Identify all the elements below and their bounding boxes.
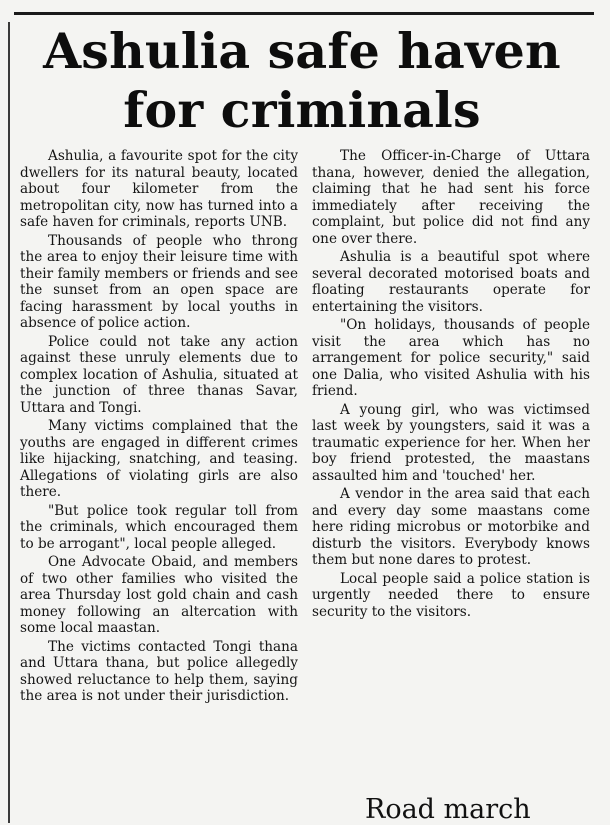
article-paragraph: Local people said a police station is urgently needed there to ensure security to the visitors. — [312, 570, 590, 620]
next-article-headline: Road march — [365, 794, 531, 825]
headline-line-2: for criminals — [123, 81, 481, 139]
article-paragraph: Many victims complained that the youths are engaged in different crimes like hijacking, snatching, and teasing. Allegations of violating girls are also there. — [20, 418, 298, 500]
article-paragraph: The Officer-in-Charge of Uttara thana, however, denied the allegation, claiming that he had sent his force immediately after receiving the complaint, but police did not find any one over there. — [312, 148, 590, 247]
article-paragraph: Thousands of people who throng the area to enjoy their leisure time with their family members or friends and see the sunset from an open space are facing harassment by local youths in absence of police action. — [20, 232, 298, 331]
article-paragraph: Police could not take any action against these unruly elements due to complex location of Ashulia, situated at the junction of three thanas Savar, Uttara and Tongi. — [20, 333, 298, 416]
article-column-2 — [312, 148, 590, 620]
article-paragraph: A vendor in the area said that each and every day some maastans come here riding microbus or motorbike and disturb the visitors. Everybody knows them but none dares to protest. — [312, 486, 590, 568]
article-paragraph: Ashulia is a beautiful spot where several decorated motorised boats and floating restaurants operate for entertaining the visitors. — [312, 249, 590, 315]
article-headline — [14, 22, 590, 140]
top-rule — [14, 12, 594, 15]
article-paragraph: "But police took regular toll from the criminals, which encouraged them to be arrogant", local people alleged. — [20, 502, 298, 552]
article-paragraph: The victims contacted Tongi thana and Uttara thana, but police allegedly showed reluctance to help them, saying the area is not under their jurisdiction. — [20, 638, 298, 704]
article-paragraph: Ashulia, a favourite spot for the city dwellers for its natural beauty, located about four kilometer from the metropolitan city, now has turned into a safe haven for criminals, reports UNB. — [20, 148, 298, 230]
article-paragraph: A young girl, who was victimsed last week by youngsters, said it was a traumatic experience for her. When her boy friend protested, the maastans assaulted him and 'touched' her. — [312, 401, 590, 484]
column-rule-left — [8, 22, 10, 823]
article-paragraph: One Advocate Obaid, and members of two other families who visited the area Thursday lost gold chain and cash money following an altercation with some local maastan. — [20, 554, 298, 636]
headline-line-1: Ashulia safe haven — [43, 22, 561, 80]
article-column-1 — [20, 148, 298, 705]
article-paragraph: "On holidays, thousands of people visit the area which has no arrangement for police security," said one Dalia, who visited Ashulia with his friend. — [312, 317, 590, 399]
